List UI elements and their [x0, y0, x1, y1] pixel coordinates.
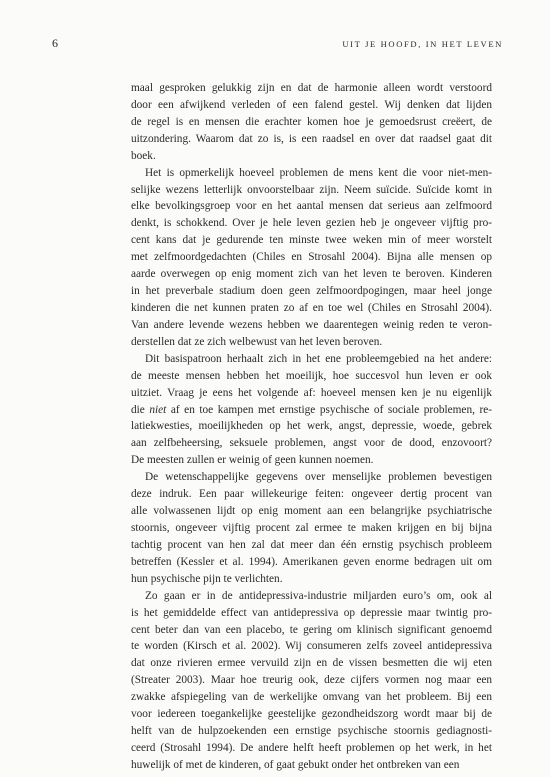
text-line: deze indruk. Een paar willekeurige feiten: ongeveer dertig procent van [131, 488, 492, 501]
text-line: stoornis, ongeveer vijftig procent zal ermee te maken krijgen en bij bijna [131, 521, 492, 534]
text-line: in het preverbale stadium doen geen zelfmoordpogingen, maar heel jonge [131, 285, 492, 298]
text-line: kinderen die net kunnen praten zo af en toe wel (Chiles en Strosahl 2004). [131, 301, 492, 314]
text-line: met zelfmoordgedachten (Chiles en Strosahl 2004). Bijna alle mensen op [131, 251, 492, 264]
text-line: dat onze rivieren ermee vervuild zijn en de vissen besmetten die wij eten [131, 657, 492, 670]
text-line: cent beter dan van een placebo, te gering om klinisch significant genoemd [131, 623, 492, 636]
text-line: zwakke afspiegeling van de werkelijke omvang van het probleem. Bij een [131, 691, 492, 704]
paragraph [131, 469, 492, 587]
paragraph [131, 80, 492, 165]
text-line: de meeste mensen hebben het moeilijk, hoe succesvol hun leven er ook [131, 369, 492, 382]
text-line: die niet af en toe kampen met ernstige psychische of sociale problemen, re- [131, 403, 492, 416]
text-line: cent kans dat je gedurende ten minste twee weken min of meer worstelt [131, 234, 492, 247]
text-line: aarde overwegen op enig moment zich van het leven te beroven. Kinderen [131, 268, 492, 281]
text-line: maal gesproken gelukkig zijn en dat de harmonie alleen wordt verstoord [131, 82, 492, 94]
text-line: De meesten zullen er weinig of geen kunnen noemen. [131, 454, 374, 467]
paragraph [131, 165, 492, 351]
page-number: 6 [52, 36, 58, 50]
text-line: hun psychische pijn te verlichten. [131, 572, 283, 585]
text-line: denkt, is schokkend. Over je hele leven gezien heb je ongeveer vijftig pro- [131, 217, 492, 230]
text-line: Het is opmerkelijk hoeveel problemen de mens kent die voor niet-men- [145, 166, 492, 179]
text-line: de regel is en mensen die erachter komen hoe je gemoedsrust creëert, de [131, 115, 492, 128]
text-line: uitzondering. Waarom dat zo is, is een raadsel en over dat raadsel gaat dit [131, 132, 492, 145]
text-line: te worden (Kirsch et al. 2002). Wij consumeren zelfs zoveel antidepressiva [131, 640, 492, 653]
text-line: huwelijk of met de kinderen, of gaat gebukt onder het ontbreken van een [131, 758, 460, 771]
paragraph [131, 588, 492, 774]
text-line: aan zelfbeheersing, seksuele problemen, angst voor de dood, enzovoort? [131, 437, 492, 450]
text-line: is het gemiddelde effect van antidepressiva op depressie maar twintig pro- [131, 606, 492, 619]
paragraph [131, 351, 492, 469]
text-line: boek. [131, 149, 156, 162]
running-header: UIT JE HOOFD, IN HET LEVEN [342, 39, 503, 49]
text-line: uitziet. Vraag je eens het volgende af: hoeveel mensen ken je nu eigenlijk [131, 386, 492, 399]
text-line: door een afwijkend verleden of een falend gestel. Wij denken dat lijden [131, 98, 492, 111]
text-line: betreffen (Kessler et al. 1994). Amerikanen geven enorme bedragen uit om [131, 555, 492, 568]
text-line: tachtig procent van hen zal dat meer dan één ernstig psychisch probleem [131, 538, 492, 551]
body-text [131, 80, 492, 774]
text-line: Zo gaan er in de antidepressiva-industrie miljarden euro’s om, ook al [145, 589, 492, 602]
text-line: elke bevolkingsgroep voor en het aantal mensen dat serieus aan zelfmoord [131, 200, 492, 213]
text-line: Van andere levende wezens hebben we daarentegen weinig reden te veron- [131, 318, 492, 331]
text-line: alle volwassenen lijdt op enig moment aan een belangrijke psychiatrische [131, 505, 492, 518]
text-line: latiekwesties, moeilijkheden op het werk, angst, depressie, woede, gebrek [131, 420, 492, 433]
text-line: (Streater 2003). Maar hoe treurig ook, deze cijfers vormen nog maar een [131, 674, 492, 687]
text-line: helft van de hulpzoekenden een ernstige psychische stoornis gediagnosti- [131, 725, 492, 738]
text-line: De wetenschappelijke gegevens over menselijke problemen bevestigen [145, 471, 492, 484]
text-line: derstellen dat ze zich welbewust van het leven beroven. [131, 335, 383, 348]
text-line: selijke wezens letterlijk onvoorstelbaar zijn. Neem suïcide. Suïcide komt in [131, 183, 492, 196]
text-line: voor iedereen toegankelijke geestelijke gezondheidszorg wordt maar bij de [131, 708, 492, 721]
emphasis: niet [149, 403, 167, 416]
text-line: ceerd (Strosahl 1994). De andere helft heeft problemen op het werk, in het [131, 741, 492, 754]
text-line: Dit basispatroon herhaalt zich in het ene probleemgebied na het andere: [145, 352, 492, 365]
